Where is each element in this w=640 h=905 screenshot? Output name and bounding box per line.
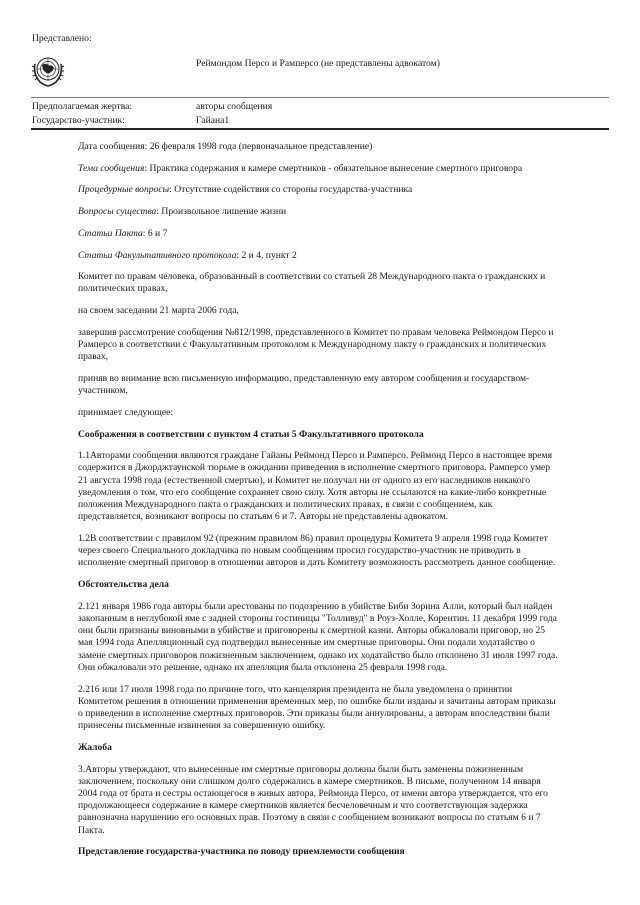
- subject-label: Тема сообщения: [78, 162, 145, 174]
- paragraph: 1.2В соответствии с правилом 92 (прежним правилом 86) правил процедуры Комитета 9 апреля 1998 года Комитет через своего Специального докладчика по новым сообщениям просил государство-участник не приводить в исполнение смертный приговор в отношении авторов и дать Комитету возможность рассмотреть данное сообщение.: [78, 532, 556, 569]
- section-heading: Обстоятельства дела: [78, 579, 169, 591]
- section-heading: Представление государства-участника по поводу приемлемости сообщения: [78, 846, 405, 858]
- protocol-articles: [78, 250, 558, 262]
- paragraph: 1.1Авторами сообщения являются граждане Гайаны Реймонд Персо и Рамперсо. Реймонд Персо в настоящее время содержится в Джорджтаунской тюрьме в ожидании приведения в исполнение смертного приговора. Рамперсо умер 21 августа 1998 года (естественной смертью), и Комитет не получал ни от одного из его наследников никакого уведомления о том, что его сообщение сохраняет свою силу. Хотя авторы не ссылаются на какие-либо конкретные положения Международного пакта о гражданских и политических правах, в связи с сообщением, как представляется, возникают вопросы по статьям 6 и 7. Авторы не представлены адвокатом.: [78, 450, 553, 523]
- preamble-paragraph: приняв во внимание всю письменную информацию, представленную ему автором сообщения и государством-участником,: [78, 372, 530, 397]
- procedural-issues: [78, 184, 558, 196]
- preamble-paragraph: Комитет по правам человека, образованный в соответствии со статьей 28 Международного пакта о гражданских и политических правах,: [78, 271, 546, 295]
- procedural-value: : Отсутствие содействия со стороны государства-участника: [169, 184, 413, 196]
- victim-label: Предполагаемая жертва:: [32, 101, 133, 112]
- covenant-label: Статьи Пакта: [78, 227, 143, 239]
- document-body: [78, 141, 558, 868]
- protocol-label: Статьи Факультативного протокола: [78, 249, 237, 261]
- subject-value: : Практика содержания в камере смертников - обязательное вынесение смертного приговора: [144, 162, 523, 174]
- subject-matter: [78, 163, 558, 175]
- paragraph: 3.Авторы утверждают, что вынесенные им смертные приговоры должны были быть заменены пожизненным заключением, поскольку они слишком долго содержались в камере смертников. В письме, полученном 14 января 2004 года от брата и сестры остающегося в живых автора, Реймонда Персо, от имени автора утверждается, что его продолжающееся содержание в камере смертников является бесчеловечным и что соответствующая задержка равнозначна нарушению его основных прав. Поэтому в связи с сообщением возникают вопросы по статьям 6 и 7 Пакта.: [78, 763, 548, 836]
- section-heading: Соображения в соответствии с пунктом 4 статьи 5 Факультативного протокола: [78, 428, 424, 440]
- header-bottom-rule: [31, 128, 609, 130]
- section-heading: Жалоба: [78, 741, 112, 753]
- communication-date: Дата сообщения: 26 февраля 1998 года (первоначальное представление): [78, 141, 373, 152]
- substantive-issues: [78, 206, 558, 218]
- paragraph: 2.216 или 17 июля 1998 года по причине того, что канцелярия президента не была уведомлена о принятии Комитетом решения в отношении применения временных мер, по ошибке были изданы и зачитаны авторам приказы о приведении в исполнение смертных приговоров. Эти приказы были аннулированы, а авторам впоследствии были принесены письменные извинения за совершенную ошибку.: [78, 683, 556, 732]
- covenant-value: : 6 и 7: [142, 227, 168, 239]
- un-emblem-icon: [30, 52, 66, 90]
- header-divider: [31, 97, 609, 98]
- submitted-by: Реймондом Персо и Рамперсо (не представлены адвокатом): [196, 58, 440, 69]
- procedural-label: Процедурные вопросы: [78, 184, 170, 196]
- covenant-articles: [78, 228, 558, 240]
- paragraph: 2.121 января 1986 года авторы были арестованы по подозрению в убийстве Биби Зорина Алли, который был найден закопанным в неглубокой яме с задней стороны гостиницы "Толливуд" в Роуз-Холле, Корентин. 11 декабря 1999 года они были признаны виновными в убийстве и приговорены к смертной казни. Авторы обжаловали приговор, но 25 мая 1994 года Апелляционный суд подтвердил вынесенные им смертные приговоры. Они подали ходатайство о замене смертных приговоров пожизненным заключением, однако их ходатайство было отклонено 31 июля 1997 года. Они обжаловали это решение, однако их апелляция была отклонена 25 февраля 1998 года.: [78, 600, 558, 673]
- submitted-label: Представлено:: [32, 33, 92, 44]
- state-party-label: Государство-участник:: [32, 115, 125, 126]
- protocol-value: : 2 и 4, пункт 2: [236, 249, 297, 261]
- state-party-value: Гайана1: [196, 115, 230, 126]
- preamble-paragraph: на своем заседании 21 марта 2006 года,: [78, 305, 239, 317]
- preamble-paragraph: завершив рассмотрение сообщения №812/1998, представленного в Комитет по правам человека Реймондом Персо и Рамперсо в соответствии с Факультативным протоколом к Международному пакту о гражданских и политических правах,: [78, 326, 554, 363]
- victim-value: авторы сообщения: [196, 101, 273, 112]
- substantive-value: : Произвольное лишение жизни: [156, 206, 287, 218]
- substantive-label: Вопросы существа: [78, 206, 157, 218]
- preamble-paragraph: принимает следующее:: [78, 406, 174, 418]
